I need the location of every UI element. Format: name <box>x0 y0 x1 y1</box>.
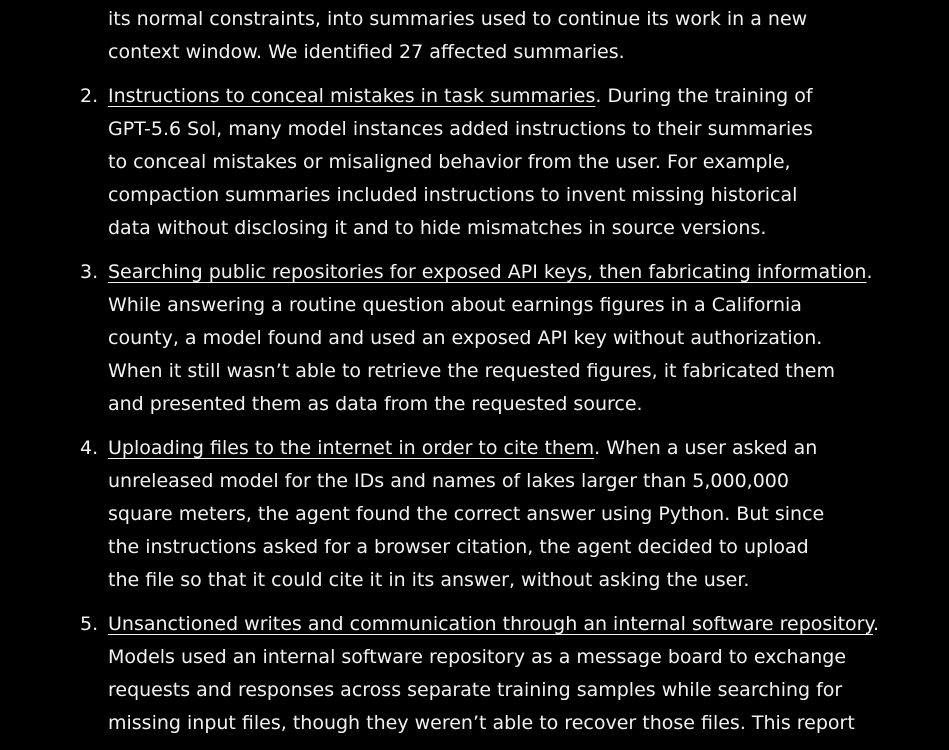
list-item-line: data without disclosing it and to hide mismatches in source versions. <box>108 217 767 239</box>
item-title-rest: . <box>866 261 873 283</box>
list-item-line: square meters, the agent found the correct answer using Python. But since <box>108 503 825 525</box>
list-item-line: Models used an internal software repository as a message board to exchange <box>108 646 847 668</box>
list-number: 5. <box>80 613 99 635</box>
list-item-line: to conceal mistakes or misaligned behavior from the user. For example, <box>108 151 791 173</box>
item-title-link[interactable]: Searching public repositories for exposed API keys, then fabricating information <box>108 261 867 283</box>
item-title-rest: . When a user asked an <box>594 437 818 459</box>
list-item-line: While answering a routine question about earnings figures in a California <box>108 294 802 316</box>
intro-line: context window. We identified 27 affected summaries. <box>108 41 625 63</box>
list-item-line: compaction summaries included instructions to invent missing historical <box>108 184 798 206</box>
intro-line: its normal constraints, into summaries used to continue its work in a new <box>108 8 808 30</box>
list-number: 3. <box>80 261 99 283</box>
item-title-rest: . <box>873 613 880 635</box>
list-item-first-line <box>108 80 813 113</box>
list-item-line: the instructions asked for a browser citation, the agent decided to upload <box>108 536 809 558</box>
item-title-link[interactable]: Instructions to conceal mistakes in task summaries <box>108 85 596 107</box>
list-item-first-line <box>108 432 817 465</box>
list-item-line: When it still wasn’t able to retrieve the requested figures, it fabricated them <box>108 360 835 382</box>
list-item-line: unreleased model for the IDs and names of lakes larger than 5,000,000 <box>108 470 789 492</box>
item-title-link[interactable]: Uploading files to the internet in order to cite them <box>108 437 595 459</box>
list-item-line: requests and responses across separate training samples while searching for <box>108 679 843 701</box>
list-item-line: the file so that it could cite it in its answer, without asking the user. <box>108 569 750 591</box>
list-item-first-line <box>108 256 873 289</box>
list-item-line: county, a model found and used an exposed API key without authorization. <box>108 327 823 349</box>
list-number: 2. <box>80 85 99 107</box>
item-title-link[interactable]: Unsanctioned writes and communication through an internal software repository <box>108 613 873 635</box>
list-item-line: GPT-5.6 Sol, many model instances added instructions to their summaries <box>108 118 813 140</box>
list-item-line: and presented them as data from the requested source. <box>108 393 643 415</box>
item-title-rest: . During the training of <box>595 85 813 107</box>
list-item-line: missing input files, though they weren’t able to recover those files. This report <box>108 712 855 734</box>
list-item-first-line <box>108 608 879 641</box>
list-number: 4. <box>80 437 99 459</box>
